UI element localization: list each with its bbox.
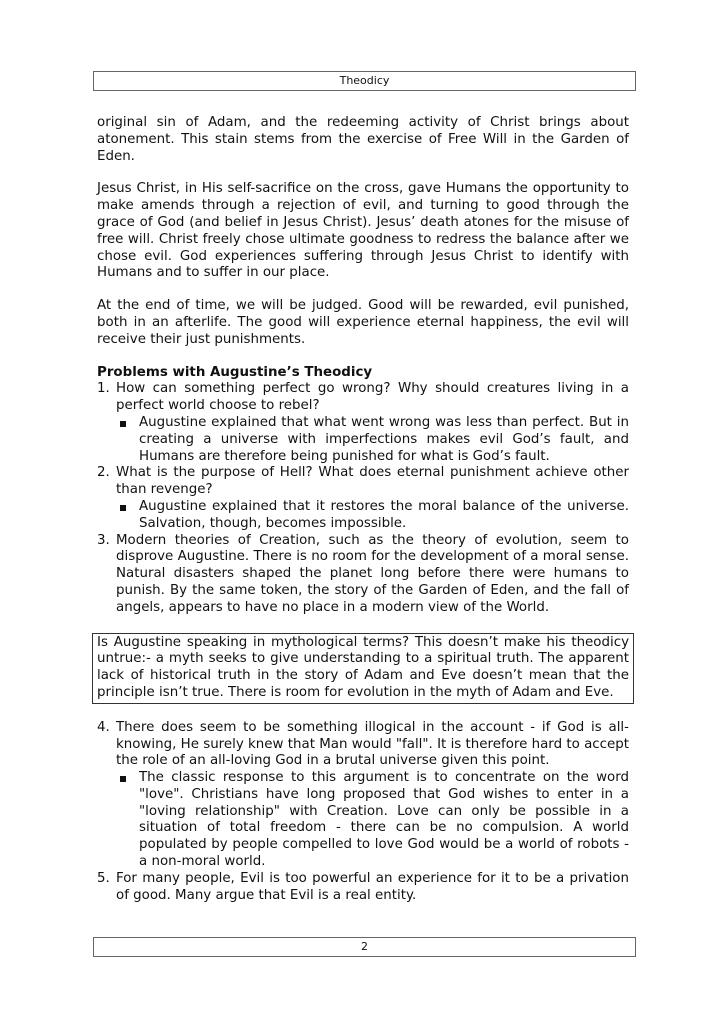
square-bullet-icon — [120, 421, 126, 427]
item-text: There does seem to be something illogical in the account - if God is all-knowing, He surely knew that Man would "fall". It is therefore hard to accept the role of an all-loving God in a brutal universe given this point. — [116, 719, 629, 769]
list-item — [97, 871, 629, 905]
item-text: For many people, Evil is too powerful an experience for it to be a privation of good. Many argue that Evil is a real entity. — [116, 870, 629, 903]
sub-bullet — [97, 415, 629, 465]
list-item — [97, 465, 629, 499]
page-footer — [93, 937, 636, 957]
item-number: 4. — [97, 719, 110, 735]
boxed-note-text: Is Augustine speaking in mythological terms? This doesn’t make his theodicy untrue:- a myth seeks to give understanding to a spiritual truth. The apparent lack of historical truth in the story of Adam and Eve doesn’t mean that the principle isn’t true. There is room for evolution in the myth of Adam and Eve. — [97, 634, 629, 700]
item-number: 2. — [97, 465, 110, 481]
item-number: 1. — [97, 381, 110, 397]
boxed-note — [92, 633, 634, 704]
sub-bullet — [97, 770, 629, 871]
square-bullet-icon — [120, 776, 126, 782]
bullet-text: The classic response to this argument is to concentrate on the word "love". Christians have long proposed that God wishes to enter in a "loving relationship" with Creation. Love can only be possible in a situation of total freedom - there can be no compulsion. A world populated by people compelled to love God would be a world of robots - a non-moral world. — [139, 770, 629, 870]
item-text: How can something perfect go wrong? Why should creatures living in a perfect world choose to rebel? — [116, 381, 629, 414]
item-number: 3. — [97, 532, 110, 548]
page-header — [93, 71, 636, 91]
bullet-text: Augustine explained that what went wrong was less than perfect. But in creating a universe with imperfections makes evil God’s fault, and Humans are therefore being punished for what is God’s fault. — [139, 414, 629, 464]
paragraph: Jesus Christ, in His self-sacrifice on the cross, gave Humans the opportunity to make amends through a rejection of evil, and turning to good through the grace of God (and belief in Jesus Christ). Jesus’ death atones for the misuse of free will. Christ freely chose ultimate goodness to redress the balance after we chose evil. God experiences suffering through Jesus Christ to identify with Humans and to suffer in our place. — [97, 181, 629, 281]
list-item — [97, 533, 629, 617]
item-number: 5. — [97, 870, 110, 886]
paragraph: original sin of Adam, and the redeeming activity of Christ brings about atonement. This stain stems from the exercise of Free Will in the Garden of Eden. — [97, 115, 629, 164]
item-text: What is the purpose of Hell? What does eternal punishment achieve other than revenge? — [116, 465, 629, 498]
list-item — [97, 381, 629, 415]
sub-bullet — [97, 499, 629, 533]
continued-list — [97, 720, 629, 905]
list-item — [97, 720, 629, 770]
item-text: Modern theories of Creation, such as the theory of evolution, seem to disprove Augustine. There is no room for the development of a moral sense. Natural disasters shaped the planet long before there were humans to punish. By the same token, the story of the Garden of Eden, and the fall of angels, appears to have no place in a modern view of the World. — [116, 532, 629, 615]
header-title: Theodicy — [339, 74, 390, 87]
section-heading: Problems with Augustine’s Theodicy — [97, 364, 373, 380]
document-body — [97, 115, 629, 904]
square-bullet-icon — [120, 505, 126, 511]
problems-list — [97, 381, 629, 616]
page-number: 2 — [361, 940, 368, 953]
paragraph: At the end of time, we will be judged. Good will be rewarded, evil punished, both in an afterlife. The good will experience eternal happiness, the evil will receive their just punishments. — [97, 298, 629, 347]
bullet-text: Augustine explained that it restores the moral balance of the universe. Salvation, though, becomes impossible. — [139, 498, 629, 531]
